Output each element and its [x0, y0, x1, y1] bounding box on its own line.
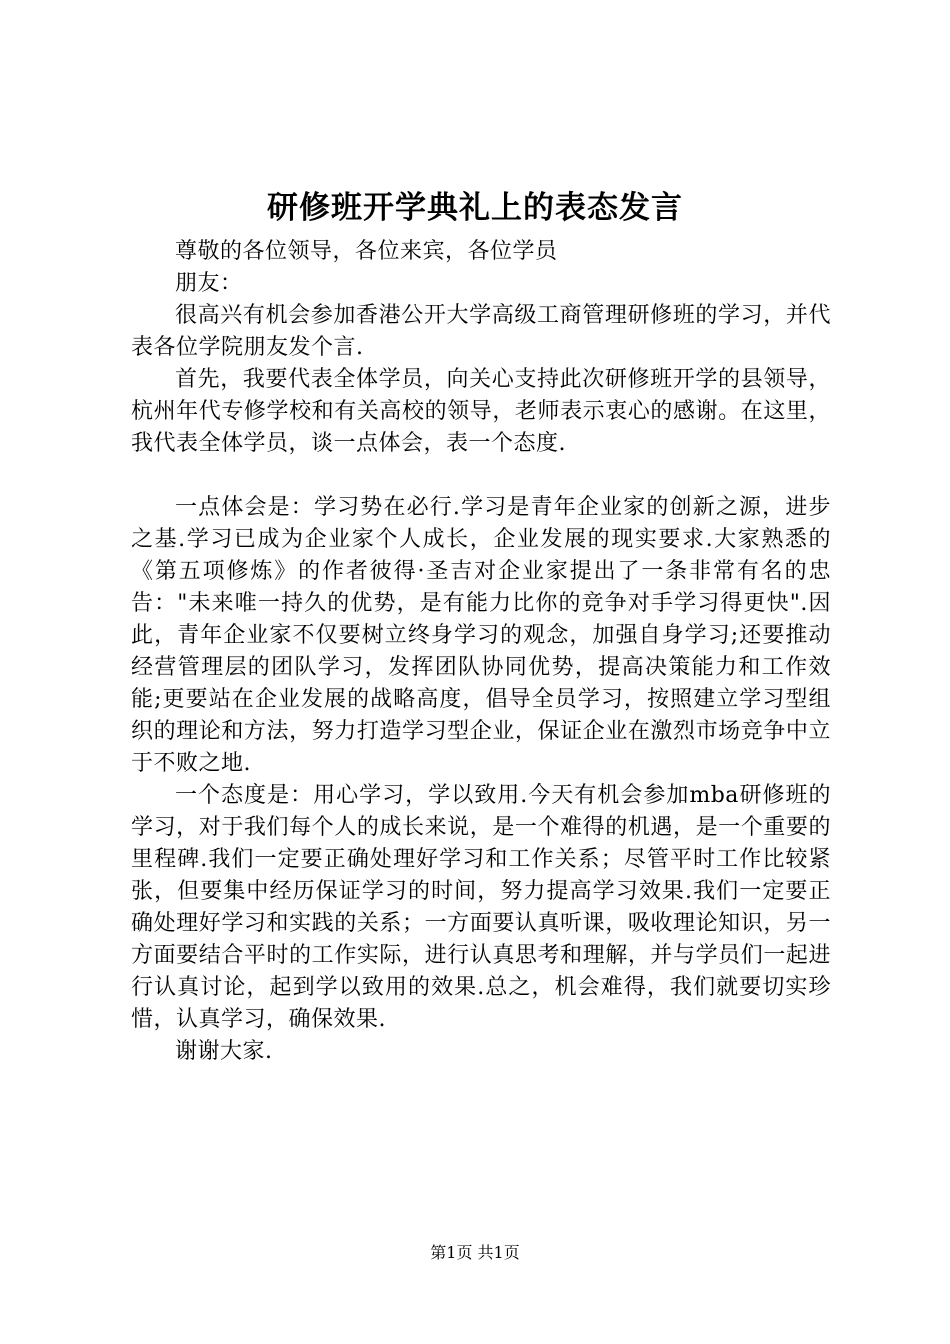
document-body	[131, 236, 831, 1068]
greeting-paragraph: 尊敬的各位领导，各位来宾，各位学员	[175, 239, 558, 264]
insight-paragraph: 一点体会是：学习势在必行.学习是青年企业家的创新之源，进步之基.学习已成为企业家个人成长，企业发展的现实要求.大家熟悉的《第五项修炼》的作者彼得·圣吉对企业家提出了一条非常有名的忠告："未来唯一持久的优势，是有能力比你的竞争对手学习得更快".因此，青年企业家不仅要树立终身学习的观念，加强自身学习;还要推动经营管理层的团队学习，发挥团队协同优势，提高决策能力和工作效能;更要站在企业发展的战略高度，倡导全员学习，按照建立学习型组织的理论和方法，努力打造学习型企业，保证企业在激烈市场竞争中立于不败之地.	[131, 495, 831, 776]
page-footer: 第1页 共1页	[430, 1243, 520, 1262]
closing-paragraph: 谢谢大家.	[175, 1039, 273, 1064]
document-title: 研修班开学典礼上的表态发言	[267, 190, 683, 226]
intro-paragraph: 很高兴有机会参加香港公开大学高级工商管理研修班的学习，并代表各位学院朋友发个言.	[131, 303, 831, 360]
attitude-paragraph: 一个态度是：用心学习，学以致用.今天有机会参加mba研修班的学习，对于我们每个人的成长来说，是一个难得的机遇，是一个重要的里程碑.我们一定要正确处理好学习和工作关系；尽管平时工作比较紧张，但要集中经历保证学习的时间，努力提高学习效果.我们一定要正确处理好学习和实践的关系；一方面要认真听课，吸收理论知识，另一方面要结合平时的工作实际，进行认真思考和理解，并与学员们一起进行认真讨论，起到学以致用的效果.总之，机会难得，我们就要切实珍惜，认真学习，确保效果.	[131, 783, 831, 1032]
thanks-paragraph: 首先，我要代表全体学员，向关心支持此次研修班开学的县领导，杭州年代专修学校和有关高校的领导，老师表示衷心的感谢。在这里，我代表全体学员，谈一点体会，表一个态度.	[131, 367, 831, 456]
greeting-continuation: 朋友：	[175, 271, 243, 296]
paragraph-gap	[131, 460, 831, 492]
